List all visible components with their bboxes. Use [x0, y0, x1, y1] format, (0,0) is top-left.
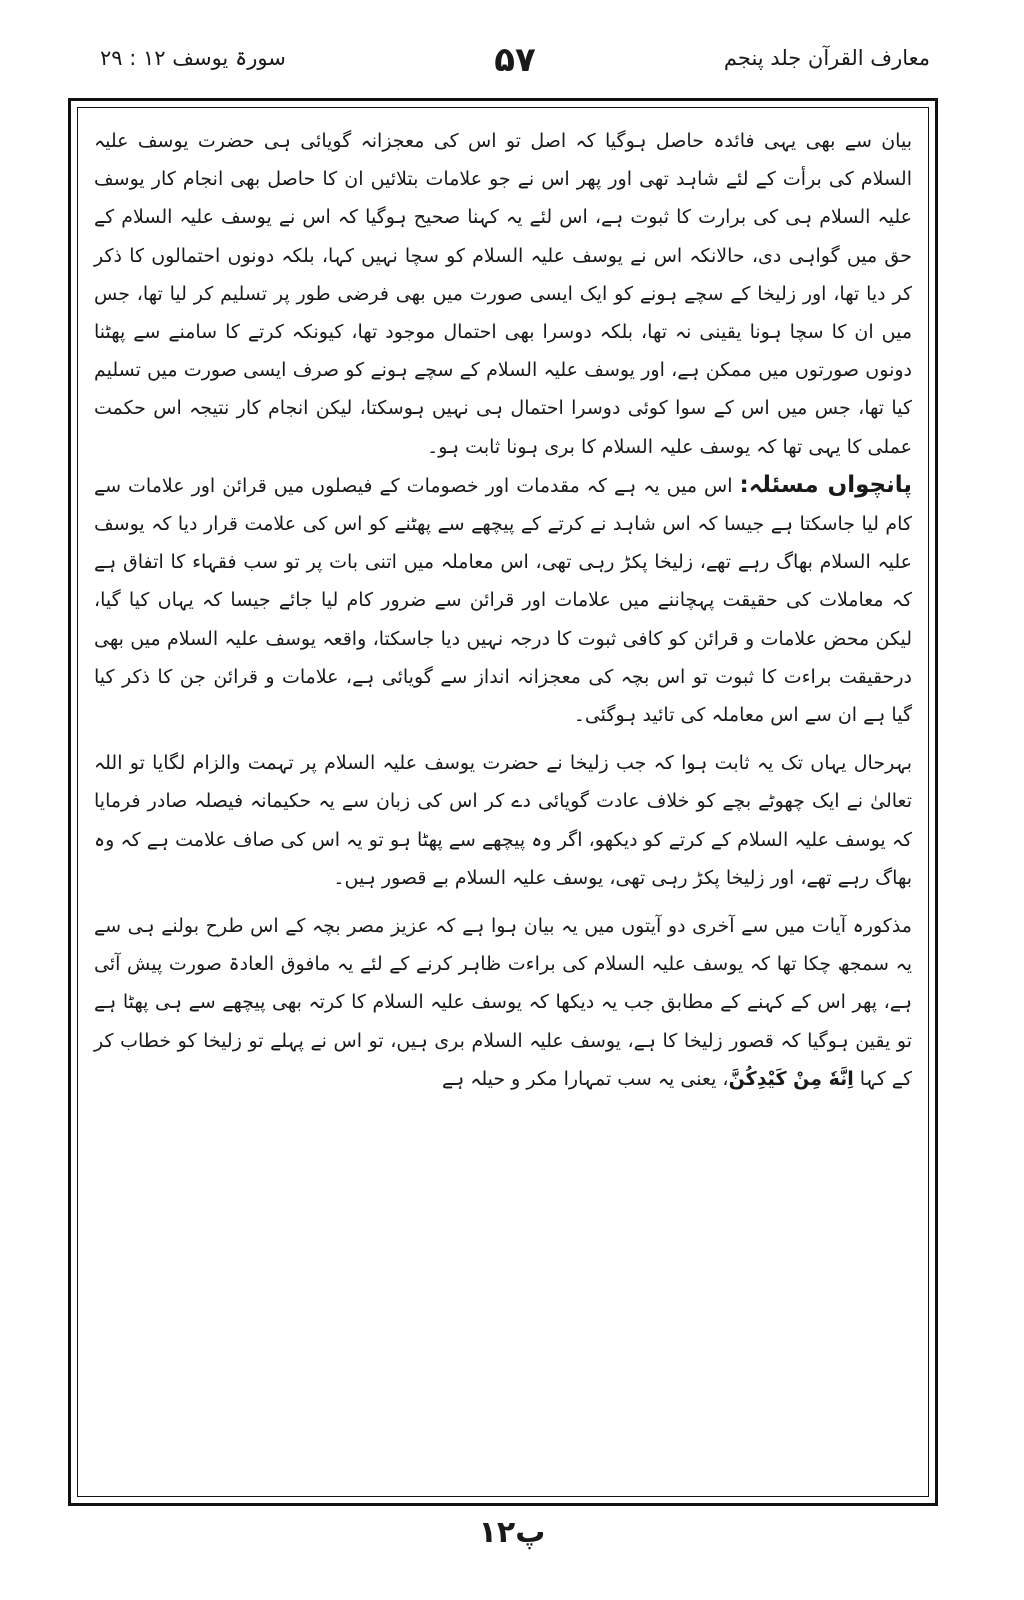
- body-text: [94, 122, 912, 1098]
- issue-heading: پانچواں مسئلہ:: [739, 471, 912, 498]
- quranic-quote: اِنَّهٗ مِنْ كَيْدِكُنَّ: [728, 1067, 854, 1090]
- surah-reference: سورۃ یوسف ۱۲ : ۲۹: [100, 46, 286, 70]
- paragraph-4: [94, 907, 912, 1098]
- page-header: [100, 40, 930, 100]
- page-number: ۵۷: [494, 40, 536, 80]
- page-frame-inner: [77, 107, 929, 1497]
- page-frame-outer: [68, 98, 938, 1506]
- paragraph-1: بیان سے بھی یہی فائدہ حاصل ہوگیا کہ اصل تو اس کی معجزانہ گویائی ہی حضرت یوسف علیہ السلام کی برأت کے لئے شاہد تھی اور پھر اس نے جو علامات بتلائیں ان کا حاصل بھی انجام کار یوسف علیہ السلام ہی کی برارت کا ثبوت ہے، اس لئے یہ کہنا صحیح ہوگیا کہ اس نے یوسف علیہ السلام کے حق میں گواہی دی، حالانکہ اس نے یوسف علیہ السلام کو سچا نہیں کہا، بلکہ دونوں احتمالوں کا ذکر کر دیا تھا، اور زلیخا کے سچے ہونے کو ایک ایسی صورت میں بھی فرضی طور پر تسلیم کر لیا تھا، جس میں ان کا سچا ہونا یقینی نہ تھا، بلکہ دوسرا بھی احتمال موجود تھا، کیونکہ کرتے کا سامنے سے پھٹنا دونوں صورتوں میں ممکن ہے، اور یوسف علیہ السلام کے سچے ہونے کو صرف ایسی صورت میں تسلیم کیا تھا، جس میں اس کے سوا کوئی دوسرا احتمال ہی نہیں ہوسکتا، لیکن انجام کار نتیجہ اس حکمت عملی کا یہی تھا کہ یوسف علیہ السلام کا بری ہونا ثابت ہو۔: [94, 130, 912, 458]
- book-title: معارف القرآن جلد پنجم: [723, 46, 930, 70]
- paragraph-4-text-after: ، یعنی یہ سب تمہارا مکر و حیلہ ہے: [441, 1067, 729, 1090]
- paragraph-3: بہرحال یہاں تک یہ ثابت ہوا کہ جب زلیخا نے حضرت یوسف علیہ السلام پر تہمت والزام لگایا تو اللہ تعالیٰ نے ایک چھوٹے بچے کو خلاف عادت گویائی دے کر اس کی زبان سے یہ حکیمانہ فیصلہ صادر فرمایا کہ یوسف علیہ السلام کے کرتے کو دیکھو، اگر وہ پیچھے سے پھٹا ہو تو یہ اس کی صاف علامت ہے کہ وہ بھاگ رہے تھے، اور زلیخا پکڑ رہی تھی، یوسف علیہ السلام بے قصور ہیں۔: [94, 752, 912, 889]
- paragraph-2-text: اس میں یہ ہے کہ مقدمات اور خصومات کے فیصلوں میں قرائن اور علامات سے کام لیا جاسکتا ہے جیسا کہ اس شاہد نے کرتے کے پیچھے سے پھٹنے کو اس کی علامت قرار دیا کہ یوسف علیہ السلام بھاگ رہے تھے، زلیخا پکڑ رہی تھی، اس معاملہ میں اتنی بات پر تو سب فقہاء کا اتفاق ہے کہ معاملات کی حقیقت پہچاننے میں علامات اور قرائن سے ضرور کام لیا جائے جیسا کہ یہاں کیا گیا، لیکن محض علامات و قرائن کو کافی ثبوت کا درجہ نہیں دیا جاسکتا، واقعہ یوسف علیہ السلام میں بھی درحقیقت براءت کا ثبوت تو اس بچہ کی معجزانہ انداز سے گویائی ہے، علامات و قرائن جن کا ذکر کیا گیا ہے ان سے اس معاملہ کی تائید ہوگئی۔: [94, 474, 912, 727]
- footer-mark: ۱۲پ: [478, 1515, 546, 1550]
- paragraph-2: [94, 466, 912, 734]
- paragraph-4-text-before: مذکورہ آیات میں سے آخری دو آیتوں میں یہ بیان ہوا ہے کہ عزیز مصر بچہ کے اس طرح بولنے ہی سے یہ سمجھ چکا تھا کہ یوسف علیہ السلام کی براءت ظاہر کرنے کے لئے یہ مافوق العادۃ صورت پیش آئی ہے، پھر اس کے کہنے کے مطابق جب یہ دیکھا کہ یوسف علیہ السلام کا کرتہ بھی پیچھے سے ہی پھٹا ہے تو یقین ہوگیا کہ قصور زلیخا کا ہے، یوسف علیہ السلام بری ہیں، تو اس نے پہلے تو زلیخا کو خطاب کر کے کہا: [94, 915, 912, 1090]
